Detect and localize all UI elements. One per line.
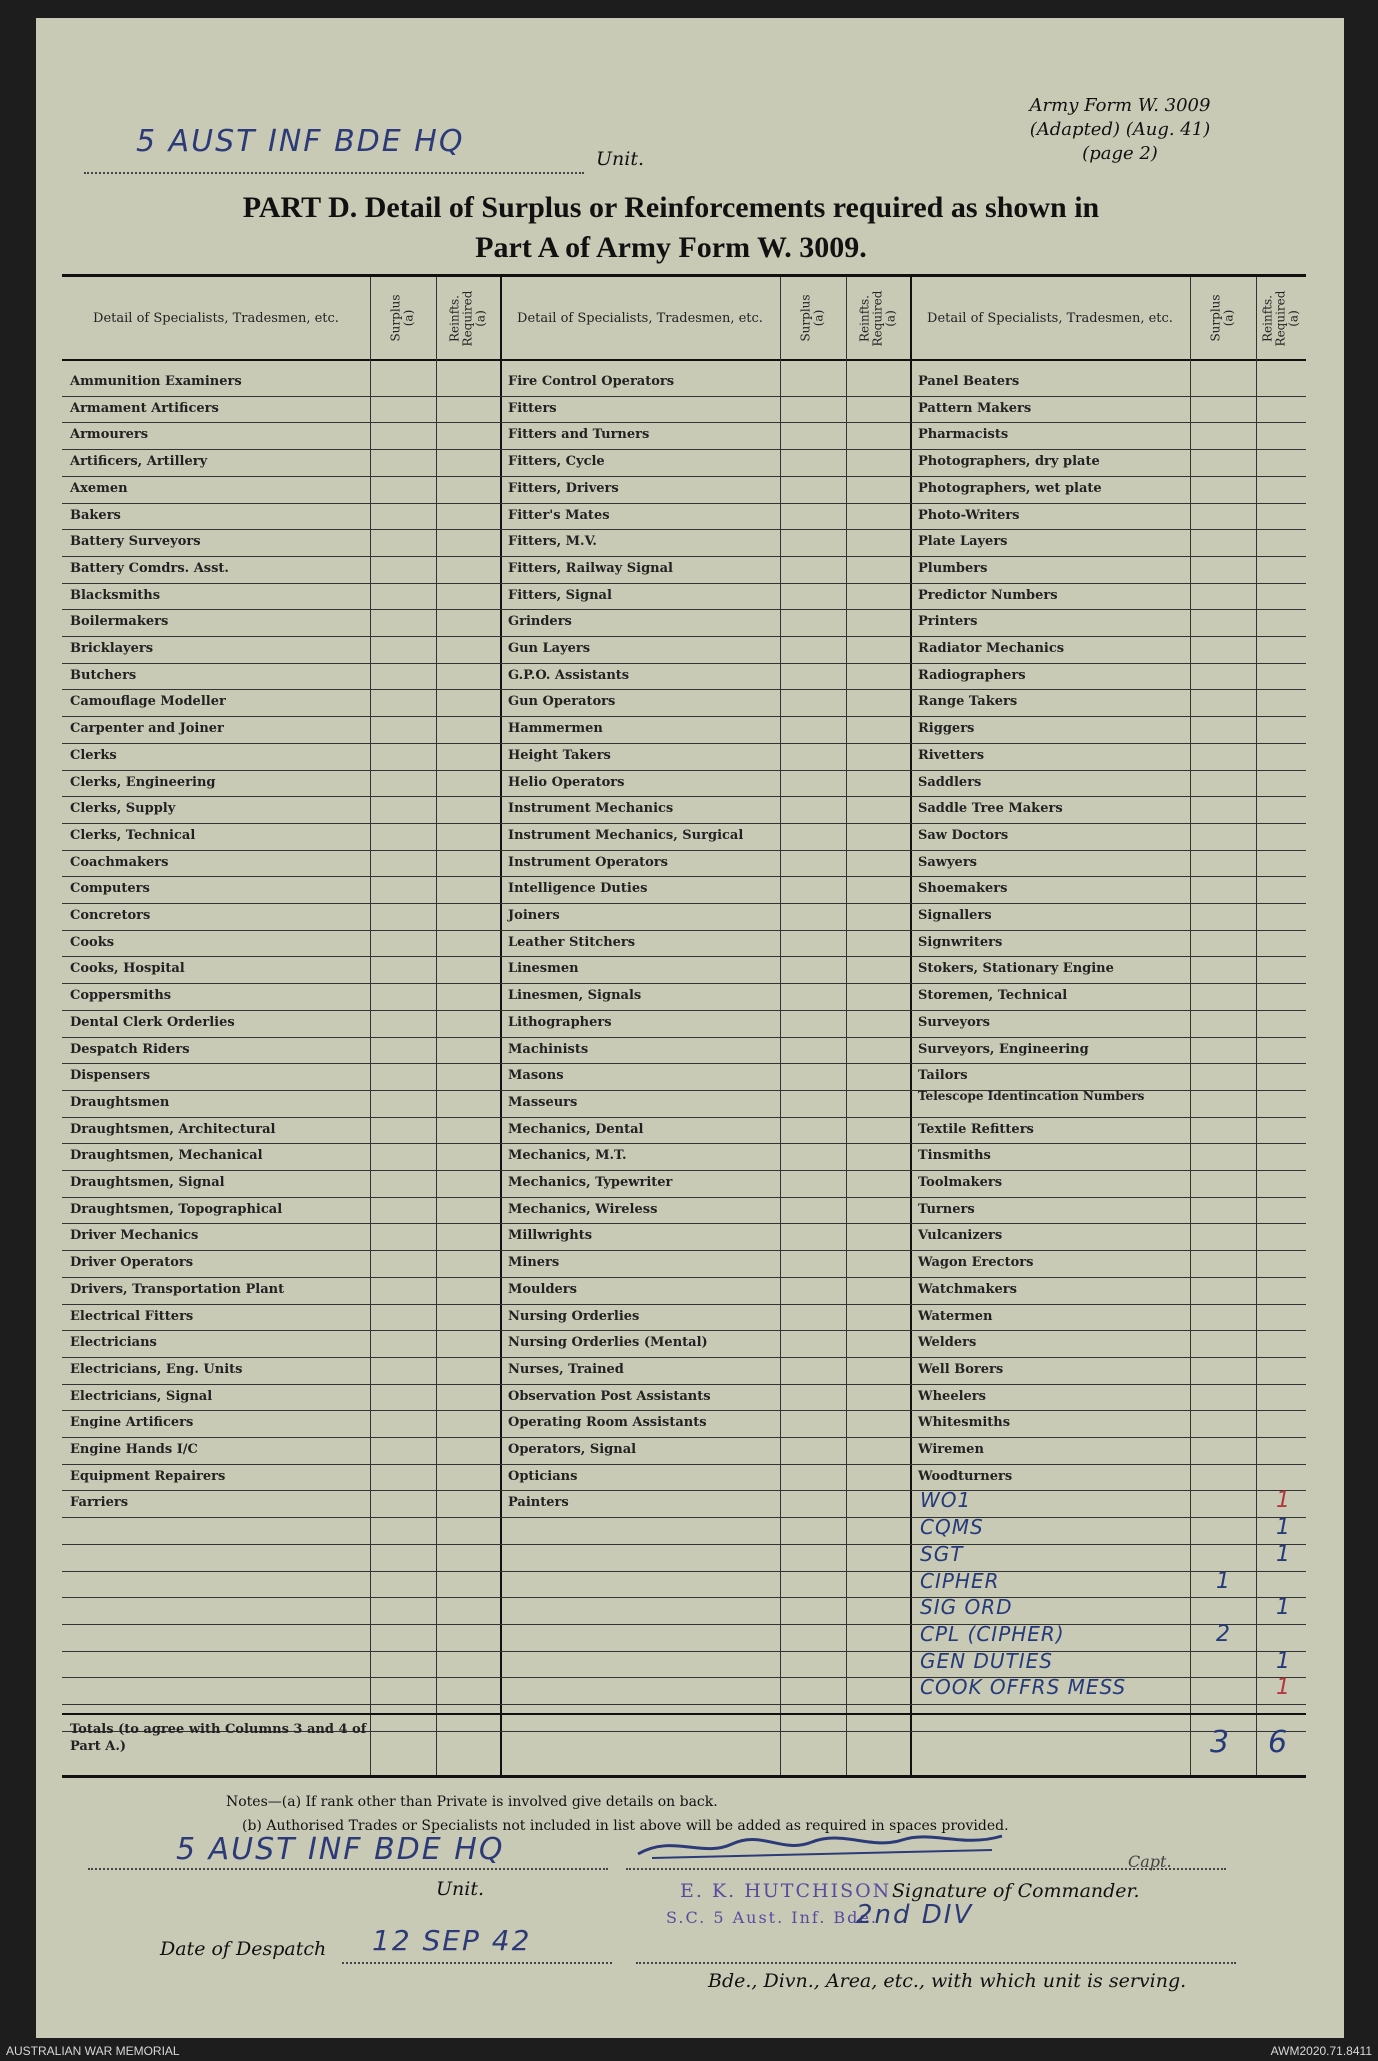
table-cell: Computers	[70, 881, 150, 897]
table-cell: Clerks	[70, 747, 117, 763]
table-cell: Nurses, Trained	[508, 1361, 624, 1377]
table-cell: G.P.O. Assistants	[508, 667, 630, 683]
table-cell: Machinists	[508, 1041, 589, 1057]
table-cell: Operators, Signal	[508, 1442, 637, 1457]
totals-rule	[62, 1713, 1306, 1715]
table-cell: Mechanics, Wireless	[508, 1201, 658, 1217]
table-cell: Draughtsmen, Architectural	[70, 1121, 276, 1137]
table-cell: Textile Refitters	[918, 1121, 1034, 1137]
table-cell: Well Borers	[918, 1361, 1004, 1377]
table-cell: Lithographers	[508, 1014, 612, 1030]
col1-reinf-header: Reinfts. Required (a)	[447, 290, 488, 346]
table-cell: Pharmacists	[918, 427, 1009, 443]
table-cell: Masons	[508, 1068, 564, 1084]
handwritten-reinf: 1	[1276, 1595, 1290, 1621]
form-ref-line3: (page 2)	[1082, 143, 1158, 164]
table-cell: Drivers, Transportation Plant	[70, 1281, 285, 1297]
handwritten-entry: CIPHER	[920, 1568, 1000, 1593]
table-cell: Battery Surveyors	[70, 534, 201, 550]
table-cell: Photographers, wet plate	[918, 480, 1102, 496]
table-cell: Wagon Erectors	[918, 1255, 1034, 1271]
table-cell: Telescope Identincation Numbers	[918, 1088, 1145, 1103]
table-cell: Grinders	[508, 614, 572, 630]
table-cell: Turners	[918, 1201, 975, 1217]
table-cell: Surveyors	[918, 1014, 990, 1030]
table-cell: Blacksmiths	[70, 587, 161, 603]
total-reinf: 6	[1268, 1725, 1288, 1760]
bottom-unit-handwritten: 5 AUST INF BDE HQ	[176, 1832, 505, 1867]
table-cell: Draughtsmen	[70, 1094, 170, 1110]
table-cell: Shoemakers	[918, 881, 1008, 897]
table-cell: Helio Operators	[508, 774, 625, 790]
table-cell: Electricians, Eng. Units	[70, 1361, 243, 1377]
table-cell: Electricians	[70, 1335, 157, 1351]
table-cell: Electrical Fitters	[70, 1308, 194, 1324]
table-cell: Hammermen	[508, 721, 603, 737]
table-cell: Dispensers	[70, 1068, 151, 1084]
handwritten-reinf: 1	[1276, 1488, 1290, 1514]
table-cell: Toolmakers	[918, 1175, 1003, 1190]
table-cell: Fitters, Railway Signal	[508, 560, 673, 576]
table-cell: Instrument Operators	[508, 854, 668, 870]
form-reference	[990, 94, 1250, 166]
table-cell: Battery Comdrs. Asst.	[70, 560, 229, 576]
table-cell: Plumbers	[918, 560, 988, 576]
table-cell: Fitters, Signal	[508, 587, 612, 603]
handwritten-reinf: 1	[1276, 1515, 1290, 1541]
handwritten-entry: CPL (CIPHER)	[920, 1621, 1065, 1646]
table-cell: Concretors	[70, 908, 151, 923]
table-cell: Surveyors, Engineering	[918, 1041, 1089, 1057]
table-cell: Woodturners	[918, 1468, 1013, 1484]
table-cell: Farriers	[70, 1495, 129, 1511]
table-cell: Gun Layers	[508, 641, 591, 656]
col2-header: Detail of Specialists, Tradesmen, etc.	[517, 310, 763, 326]
table-cell: Fitter's Mates	[508, 507, 610, 523]
table-cell: Printers	[918, 614, 978, 630]
table-cell: Stokers, Stationary Engine	[918, 961, 1114, 977]
table-cell: Dental Clerk Orderlies	[70, 1014, 235, 1030]
table-cell: Coachmakers	[70, 854, 169, 870]
table-cell: Operating Room Assistants	[508, 1415, 707, 1431]
table-cell: Engine Artificers	[70, 1415, 194, 1431]
table-cell: Driver Operators	[70, 1255, 194, 1271]
signature-label: Signature of Commander.	[892, 1880, 1140, 1902]
table-cell: Signallers	[918, 908, 992, 923]
table-cell: Vulcanizers	[918, 1228, 1003, 1244]
table-cell: Storemen, Technical	[918, 988, 1068, 1004]
handwritten-entry: GEN DUTIES	[920, 1648, 1053, 1673]
table-cell: Fitters, Drivers	[508, 480, 619, 496]
table-cell: Mechanics, Typewriter	[508, 1175, 673, 1190]
date-label: Date of Despatch	[160, 1938, 327, 1960]
table-cell: Joiners	[508, 908, 560, 923]
form-ref-line1: Army Form W. 3009	[1029, 95, 1211, 116]
title-line2: Part A of Army Form W. 3009.	[475, 231, 867, 264]
table-cell: Painters	[508, 1495, 569, 1511]
table-cell: Saw Doctors	[918, 827, 1009, 843]
table-cell: Fitters, M.V.	[508, 534, 597, 550]
table-cell: Bricklayers	[70, 641, 154, 656]
table-cell: Tinsmiths	[918, 1148, 991, 1164]
table-cell: Observation Post Assistants	[508, 1388, 711, 1404]
table-cell: Whitesmiths	[918, 1415, 1011, 1431]
table-cell: Fitters	[508, 400, 557, 416]
table-cell: Fitters, Cycle	[508, 454, 605, 470]
table-cell: Welders	[918, 1335, 977, 1351]
header-rule	[62, 359, 1306, 361]
handwritten-entry: SGT	[920, 1541, 964, 1566]
bottom-unit-label: Unit.	[436, 1878, 485, 1900]
table-cell: Rivetters	[918, 747, 985, 763]
table-cell: Predictor Numbers	[918, 587, 1058, 603]
table-cell: Moulders	[508, 1281, 577, 1297]
col2-reinf-header: Reinfts. Required (a)	[857, 290, 898, 346]
form-sheet	[36, 18, 1344, 2038]
table-cell: Intelligence Duties	[508, 881, 648, 897]
table-cell: Clerks, Engineering	[70, 774, 216, 790]
footer-bar	[0, 2038, 1378, 2061]
table-cell: Pattern Makers	[918, 400, 1032, 416]
table-cell: Despatch Riders	[70, 1041, 190, 1057]
table-cell: Millwrights	[508, 1228, 593, 1244]
table-cell: Instrument Mechanics, Surgical	[508, 827, 744, 843]
specialists-table	[62, 274, 1306, 1778]
table-cell: Miners	[508, 1255, 560, 1271]
table-cell: Plate Layers	[918, 534, 1008, 550]
table-cell: Cooks, Hospital	[70, 961, 185, 977]
table-cell: Instrument Mechanics	[508, 801, 674, 817]
table-cell: Carpenter and Joiner	[70, 721, 224, 737]
form-ref-line2: (Adapted) (Aug. 41)	[1029, 119, 1211, 140]
date-handwritten: 12 SEP 42	[372, 1924, 532, 1957]
handwritten-entry: CQMS	[920, 1515, 984, 1540]
col1-header: Detail of Specialists, Tradesmen, etc.	[93, 310, 339, 326]
table-cell: Equipment Repairers	[70, 1468, 226, 1484]
col3-reinf-header: Reinfts. Required (a)	[1260, 290, 1301, 346]
table-cell: Opticians	[508, 1468, 578, 1484]
table-cell: Fitters and Turners	[508, 427, 650, 443]
table-cell: Cooks	[70, 934, 115, 950]
table-cell: Camouflage Modeller	[70, 694, 226, 710]
table-cell: Sawyers	[918, 854, 977, 870]
table-cell: Wheelers	[918, 1388, 986, 1404]
row-rule	[62, 1704, 1306, 1705]
table-cell: Bakers	[70, 507, 121, 523]
table-cell: Coppersmiths	[70, 988, 172, 1004]
table-cell: Mechanics, M.T.	[508, 1148, 627, 1164]
table-cell: Saddle Tree Makers	[918, 801, 1063, 817]
table-cell: Signwriters	[918, 934, 1003, 950]
table-cell: Clerks, Technical	[70, 827, 196, 843]
table-cell: Photographers, dry plate	[918, 454, 1100, 470]
table-cell: Tailors	[918, 1068, 968, 1084]
unit-handwritten: 5 AUST INF BDE HQ	[136, 124, 465, 159]
capt-label: Capt.	[1128, 1852, 1172, 1871]
handwritten-entry: COOK OFFRS MESS	[920, 1675, 1127, 1700]
table-cell: Watchmakers	[918, 1281, 1017, 1297]
table-cell: Fire Control Operators	[508, 374, 675, 389]
stamp-name: E. K. HUTCHISON	[680, 1880, 892, 1902]
table-cell: Masseurs	[508, 1094, 578, 1110]
table-cell: Draughtsmen, Mechanical	[70, 1148, 263, 1164]
totals-label: Totals (to agree with Columns 3 and 4 of Part A.)	[70, 1722, 367, 1754]
table-cell: Gun Operators	[508, 694, 616, 710]
handwritten-entry: SIG ORD	[920, 1595, 1013, 1620]
table-cell: Boilermakers	[70, 614, 169, 630]
bde-label: Bde., Divn., Area, etc., with which unit is serving.	[708, 1970, 1187, 1992]
table-cell: Nursing Orderlies (Mental)	[508, 1335, 708, 1351]
bde-line	[636, 1944, 1236, 1964]
table-cell: Butchers	[70, 667, 137, 683]
note-b: (b) Authorised Trades or Specialists not included in list above will be added as required in spaces provided.	[242, 1818, 1009, 1834]
table-cell: Artificers, Artillery	[70, 454, 208, 470]
table-cell: Engine Hands I/C	[70, 1442, 198, 1457]
total-surplus: 3	[1210, 1725, 1230, 1760]
handwritten-surplus: 2	[1216, 1621, 1230, 1647]
col3-header: Detail of Specialists, Tradesmen, etc.	[927, 310, 1173, 326]
table-cell: Linesmen	[508, 961, 579, 977]
div-handwritten: 2nd DIV	[856, 1900, 974, 1930]
handwritten-surplus: 1	[1216, 1568, 1230, 1594]
footer-right: AWM2020.71.8411	[1270, 2044, 1372, 2058]
col3-surplus-header: Surplus (a)	[1209, 294, 1236, 342]
table-cell: Leather Stitchers	[508, 934, 636, 950]
table-cell: Armament Artificers	[70, 400, 219, 416]
handwritten-reinf: 1	[1276, 1648, 1290, 1674]
handwritten-reinf: 1	[1276, 1675, 1290, 1701]
table-cell: Riggers	[918, 721, 975, 737]
table-cell: Wiremen	[918, 1442, 984, 1457]
signature-scribble	[632, 1824, 1012, 1868]
handwritten-reinf: 1	[1276, 1541, 1290, 1567]
table-cell: Linesmen, Signals	[508, 988, 642, 1004]
table-cell: Range Takers	[918, 694, 1018, 710]
table-cell: Draughtsmen, Signal	[70, 1175, 225, 1190]
table-cell: Axemen	[70, 480, 128, 496]
table-cell: Ammunition Examiners	[70, 374, 242, 389]
stamp-title: S.C. 5 Aust. Inf. Bde.	[666, 1908, 878, 1927]
table-cell: Draughtsmen, Topographical	[70, 1201, 283, 1217]
col1-surplus-header: Surplus (a)	[389, 294, 416, 342]
table-cell: Clerks, Supply	[70, 801, 176, 817]
page-title	[96, 188, 1246, 268]
table-cell: Electricians, Signal	[70, 1388, 213, 1404]
table-cell: Saddlers	[918, 774, 982, 790]
table-cell: Panel Beaters	[918, 374, 1020, 389]
footer-left: AUSTRALIAN WAR MEMORIAL	[6, 2044, 180, 2058]
table-cell: Watermen	[918, 1308, 993, 1324]
table-cell: Driver Mechanics	[70, 1228, 199, 1244]
handwritten-entry: WO1	[920, 1488, 972, 1513]
table-cell: Radiographers	[918, 667, 1026, 683]
note-a: Notes—(a) If rank other than Private is involved give details on back.	[226, 1794, 718, 1810]
table-cell: Photo-Writers	[918, 507, 1020, 523]
col2-surplus-header: Surplus (a)	[799, 294, 826, 342]
unit-label: Unit.	[596, 148, 645, 170]
table-cell: Armourers	[70, 427, 149, 443]
table-cell: Nursing Orderlies	[508, 1308, 640, 1324]
table-cell: Mechanics, Dental	[508, 1121, 644, 1137]
table-cell: Height Takers	[508, 747, 611, 763]
table-cell: Radiator Mechanics	[918, 641, 1065, 656]
title-line1: PART D. Detail of Surplus or Reinforcements required as shown in	[242, 191, 1100, 224]
